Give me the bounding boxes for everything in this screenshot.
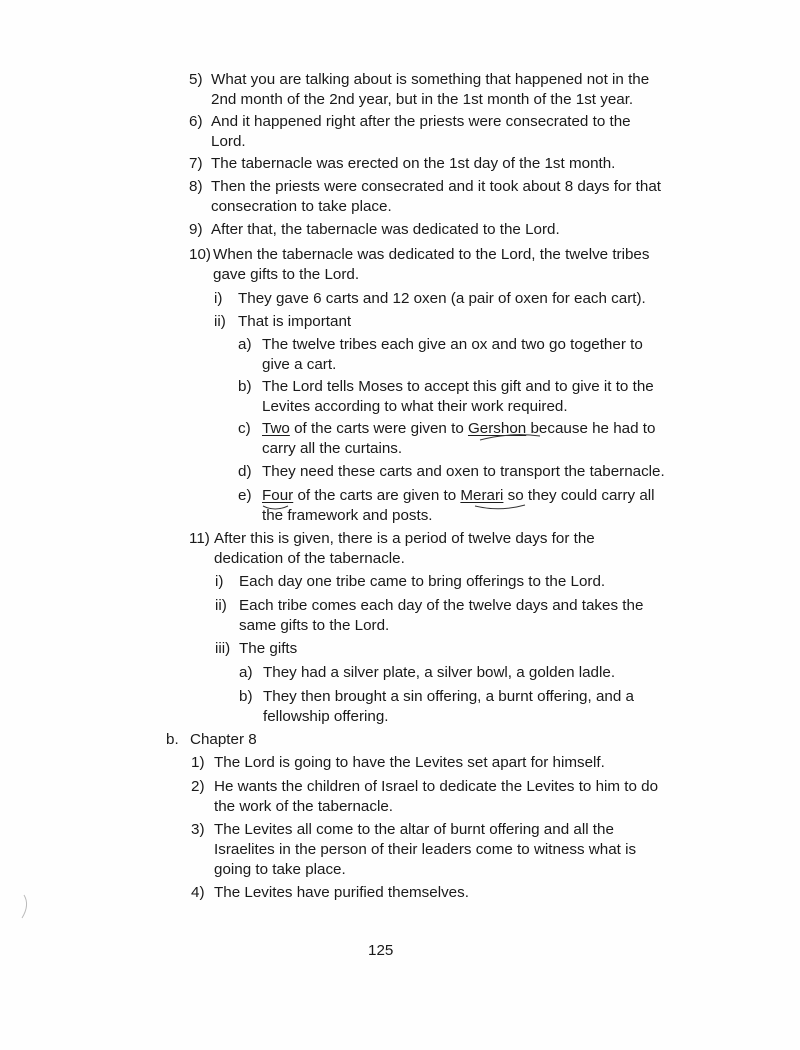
item-line: gave gifts to the Lord.: [213, 266, 360, 283]
item-line: the work of the tabernacle.: [214, 798, 393, 815]
list-item: [214, 289, 704, 309]
item-line: They need these carts and oxen to transport the tabernacle.: [262, 463, 665, 480]
item-line: The Levites all come to the altar of burnt offering and all the: [214, 821, 614, 838]
item-number: e): [238, 487, 252, 504]
list-item: [189, 154, 709, 174]
item-line: He wants the children of Israel to dedicate the Levites to him to do: [214, 778, 659, 795]
item-line: The Lord tells Moses to accept this gift and to give it to the: [262, 378, 654, 395]
list-item: [189, 70, 709, 110]
section-letter: b.: [166, 731, 179, 748]
list-item: [189, 529, 709, 569]
section-title: Chapter 8: [190, 731, 257, 748]
item-line: They had a silver plate, a silver bowl, a golden ladle.: [263, 664, 616, 681]
item-line: fellowship offering.: [263, 708, 389, 725]
item-number: i): [214, 290, 223, 307]
item-number: ii): [215, 597, 227, 614]
item-number: ii): [214, 313, 226, 330]
list-item: [191, 777, 711, 817]
item-number: c): [238, 420, 251, 437]
item-number: a): [239, 664, 253, 681]
item-number: 1): [191, 754, 205, 771]
list-item: [238, 419, 708, 459]
list-item: [215, 572, 705, 592]
list-item: [189, 112, 709, 152]
list-item: [215, 639, 705, 659]
list-item: [191, 753, 711, 773]
item-line: consecration to take place.: [211, 198, 392, 215]
item-line: The Levites have purified themselves.: [214, 884, 469, 901]
list-item: [238, 462, 708, 482]
item-number: 7): [189, 155, 203, 172]
item-line: [262, 486, 708, 506]
text-segment: so they could carry all: [503, 487, 655, 504]
item-number: 6): [189, 113, 203, 130]
item-number: 4): [191, 884, 205, 901]
item-line: When the tabernacle was dedicated to the Lord, the twelve tribes: [213, 246, 650, 263]
item-number: b): [239, 688, 253, 705]
item-line: The gifts: [239, 640, 298, 657]
item-number: 9): [189, 221, 203, 238]
list-item: [189, 220, 709, 240]
underlined-word: Four: [262, 487, 294, 504]
item-number: 5): [189, 71, 203, 88]
item-line: give a cart.: [262, 356, 337, 373]
item-number: 3): [191, 821, 205, 838]
item-line: They then brought a sin offering, a burnt offering, and a: [263, 688, 634, 705]
list-item: [191, 820, 711, 880]
item-number: a): [238, 336, 252, 353]
list-item: [238, 335, 708, 375]
item-number: iii): [215, 640, 231, 657]
item-line: After this is given, there is a period of twelve days for the: [214, 530, 595, 547]
list-item: [189, 177, 709, 217]
text-segment: of the carts were given to: [289, 420, 468, 437]
list-item: [214, 312, 704, 332]
list-item: [238, 377, 708, 417]
item-line: The Lord is going to have the Levites set apart for himself.: [214, 754, 605, 771]
item-line: [262, 419, 708, 439]
item-number: 10): [189, 246, 211, 263]
item-number: 11): [189, 530, 210, 547]
item-line: dedication of the tabernacle.: [214, 550, 405, 567]
item-number: 2): [191, 778, 205, 795]
item-line: They gave 6 carts and 12 oxen (a pair of oxen for each cart).: [238, 290, 646, 307]
list-item: [239, 663, 709, 683]
item-line: Levites according to what their work required.: [262, 398, 568, 415]
pen-stroke-margin: [22, 895, 27, 918]
item-line: carry all the curtains.: [262, 440, 403, 457]
item-line: 2nd month of the 2nd year, but in the 1st month of the 1st year.: [211, 91, 634, 108]
item-line: The tabernacle was erected on the 1st day of the 1st month.: [211, 155, 616, 172]
text-segment: because he had to: [526, 420, 656, 437]
list-item: [238, 486, 708, 526]
item-line: What you are talking about is something that happened not in the: [211, 71, 650, 88]
page-number: 125: [368, 942, 394, 959]
item-line: Lord.: [211, 133, 246, 150]
list-item: [189, 245, 709, 285]
item-line: the framework and posts.: [262, 507, 433, 524]
item-number: b): [238, 378, 252, 395]
item-line: And it happened right after the priests were consecrated to the: [211, 113, 631, 130]
item-line: Then the priests were consecrated and it took about 8 days for that: [211, 178, 661, 195]
item-line: Each day one tribe came to bring offerings to the Lord.: [239, 573, 606, 590]
underlined-word: Two: [262, 420, 290, 437]
item-line: Each tribe comes each day of the twelve days and takes the: [239, 597, 644, 614]
section-heading: [166, 730, 466, 750]
item-line: The twelve tribes each give an ox and two go together to: [262, 336, 643, 353]
item-number: i): [215, 573, 224, 590]
item-line: Israelites in the person of their leaders come to witness what is: [214, 841, 637, 858]
item-line: That is important: [238, 313, 352, 330]
list-item: [191, 883, 711, 903]
underlined-word: Gershon: [467, 420, 527, 437]
underlined-word: Merari: [460, 487, 504, 504]
item-line: After that, the tabernacle was dedicated to the Lord.: [211, 221, 560, 238]
text-segment: of the carts are given to: [293, 487, 461, 504]
item-line: same gifts to the Lord.: [239, 617, 390, 634]
list-item: [215, 596, 705, 636]
item-number: d): [238, 463, 252, 480]
item-number: 8): [189, 178, 203, 195]
list-item: [239, 687, 709, 727]
item-line: going to take place.: [214, 861, 346, 878]
